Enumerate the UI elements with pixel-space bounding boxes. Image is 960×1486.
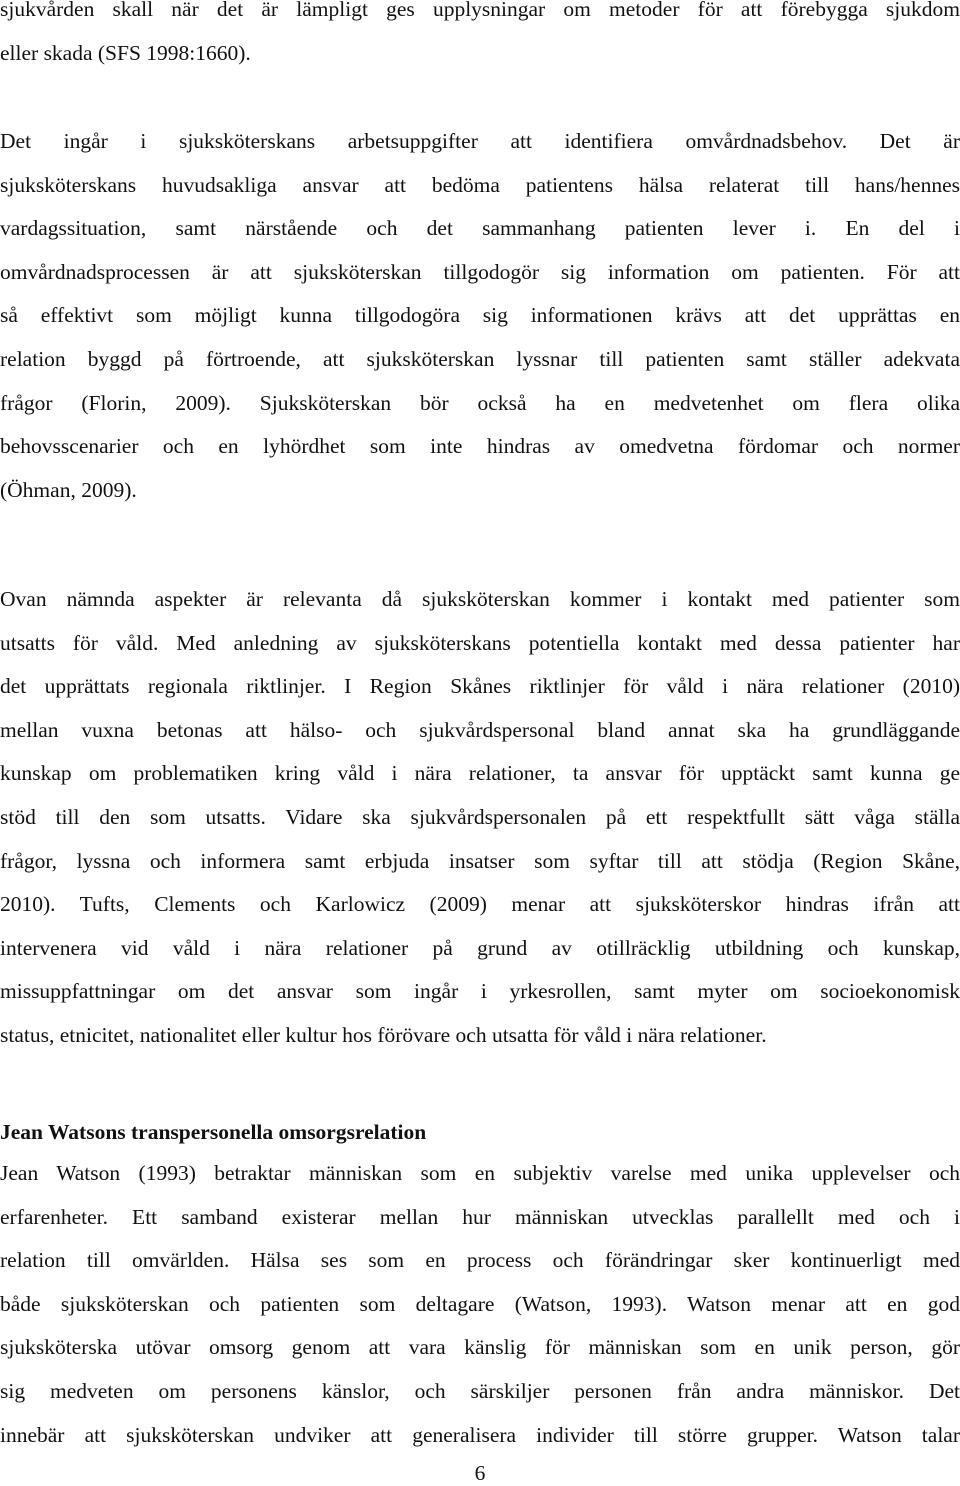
text-line: mellan vuxna betonas att hälso- och sjukvårdspersonal bland annat ska ha grundläggande: [0, 717, 960, 742]
text-line: kunskap om problematiken kring våld i nära relationer, ta ansvar för upptäckt samt kunna ge: [0, 761, 960, 786]
text-line: frågor (Florin, 2009). Sjuksköterskan bör också ha en medvetenhet om flera olika: [0, 390, 960, 415]
text-line: relation byggd på förtroende, att sjuksköterskan lyssnar till patienten samt ställer adekvata: [0, 346, 960, 371]
text-line: sjuksköterskans huvudsakliga ansvar att bedöma patientens hälsa relaterat till hans/hennes: [0, 172, 960, 197]
page-number: 6: [474, 1461, 486, 1485]
text-line: 2010). Tufts, Clements och Karlowicz (2009) menar att sjuksköterskor hindras ifrån att: [0, 892, 960, 917]
text-line: Ovan nämnda aspekter är relevanta då sjuksköterskan kommer i kontakt med patienter som: [0, 587, 960, 611]
text-line: både sjuksköterskan och patienten som deltagare (Watson, 1993). Watson menar att en god: [0, 1291, 960, 1316]
text-line: erfarenheter. Ett samband existerar mellan hur människan utvecklas parallellt med och i: [0, 1204, 960, 1229]
paragraph-nursing-assessment: [0, 120, 960, 512]
text-line: det upprättats regionala riktlinjer. I Region Skånes riktlinjer för våld i nära relationer (2010): [0, 674, 960, 699]
text-line: innebär att sjuksköterskan undviker att generalisera individer till större grupper. Watson talar: [0, 1422, 960, 1447]
text-line: omvårdnadsprocessen är att sjuksköterskan tillgodogör sig information om patienten. För att: [0, 259, 960, 284]
paragraph-violence-guidelines: [0, 578, 960, 1058]
text-line: Det ingår i sjuksköterskans arbetsuppgifter att identifiera omvårdnadsbehov. Det är: [0, 129, 960, 153]
paragraph-watson-theory: [0, 1152, 960, 1457]
text-line: behovsscenarier och en lyhördhet som inte hindras av omedvetna fördomar och normer: [0, 434, 960, 459]
section-heading: Jean Watsons transpersonella omsorgsrelation: [0, 1120, 427, 1144]
text-line: sjukvården skall när det är lämpligt ges upplysningar om metoder för att förebygga sjukdom: [0, 0, 960, 21]
paragraph-intro-continuation: [0, 0, 960, 75]
text-line: (Öhman, 2009).: [0, 477, 137, 502]
text-line: vardagssituation, samt närstående och det sammanhang patienten lever i. En del i: [0, 216, 960, 241]
text-line: frågor, lyssna och informera samt erbjuda insatser som syftar till att stödja (Region Skåne,: [0, 848, 960, 873]
text-line: relation till omvärlden. Hälsa ses som en process och förändringar sker kontinuerligt med: [0, 1248, 960, 1273]
text-line: så effektivt som möjligt kunna tillgodogöra sig informationen krävs att det upprättas en: [0, 303, 960, 328]
text-line: eller skada (SFS 1998:1660).: [0, 40, 251, 65]
text-line: utsatts för våld. Med anledning av sjuksköterskans potentiella kontakt med dessa patienter har: [0, 630, 960, 655]
text-line: intervenera vid våld i nära relationer på grund av otillräcklig utbildning och kunskap,: [0, 935, 960, 960]
text-line: missuppfattningar om det ansvar som ingår i yrkesrollen, samt myter om socioekonomisk: [0, 979, 960, 1004]
text-line: stöd till den som utsatts. Vidare ska sjukvårdspersonalen på ett respektfullt sätt våga ställa: [0, 804, 960, 829]
text-line: Jean Watson (1993) betraktar människan som en subjektiv varelse med unika upplevelser och: [0, 1161, 960, 1185]
text-line: sig medveten om personens känslor, och särskiljer personen från andra människor. Det: [0, 1378, 960, 1403]
text-line: status, etnicitet, nationalitet eller kultur hos förövare och utsatta för våld i nära relationer.: [0, 1022, 767, 1047]
text-line: sjuksköterska utövar omsorg genom att vara känslig för människan som en unik person, gör: [0, 1335, 960, 1360]
